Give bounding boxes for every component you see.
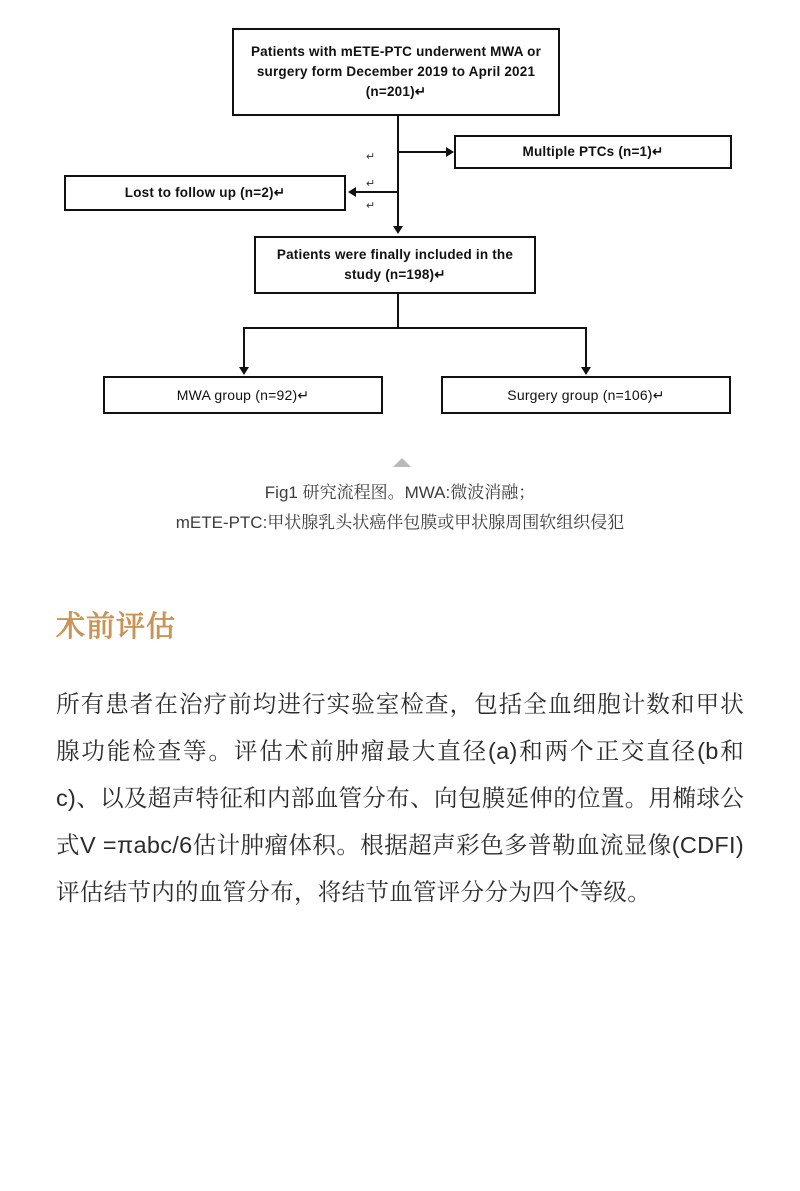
flow-node-included-label: Patients were finally included in the study (n=198)↵: [276, 246, 514, 282]
connector-split-bar: [243, 327, 587, 329]
arrowhead-to-surgery: [581, 367, 591, 375]
caret-up-icon[interactable]: [393, 458, 411, 467]
flow-node-mwa-group: [103, 376, 383, 414]
connector-split-stem: [397, 294, 399, 328]
flow-node-multiple-ptcs: [454, 135, 732, 169]
flow-node-multiple-label: Multiple PTCs (n=1)↵: [522, 143, 664, 159]
pilcrow-mark-1: ↵: [366, 151, 376, 163]
flow-node-top: [232, 28, 560, 116]
section-paragraph: 所有患者在治疗前均进行实验室检查，包括全血细胞计数和甲状腺功能检查等。评估术前肿瘤最大直径(a)和两个正交直径(b和c)、以及超声特征和内部血管分布、向包膜延伸的位置。用椭球公式V =πabc/6估计肿瘤体积。根据超声彩色多普勒血流显像(CDFI)评估结节内的血管分布，将结节血管评分分为四个等级。: [56, 690, 744, 905]
arrowhead-to-multiple: [446, 147, 454, 157]
flow-node-mwa-label: MWA group (n=92)↵: [176, 386, 310, 403]
connector-trunk-lower: [397, 191, 399, 228]
figure-caption-line-1: Fig1 研究流程图。MWA:微波消融；: [264, 483, 536, 502]
connector-to-lost: [356, 191, 398, 193]
connector-to-multiple: [397, 151, 446, 153]
flow-node-lost-follow-up: [64, 175, 346, 211]
arrowhead-to-lost: [348, 187, 356, 197]
flow-node-lost-label: Lost to follow up (n=2)↵: [124, 184, 286, 200]
figure-flowchart: [0, 0, 800, 450]
arrowhead-to-included: [393, 226, 403, 234]
arrowhead-to-mwa: [239, 367, 249, 375]
pilcrow-mark-2: ↵: [366, 178, 376, 190]
connector-split-right: [585, 327, 587, 369]
section-heading: 术前评估: [56, 610, 177, 643]
figure-caption-line-2: mETE-PTC:甲状腺乳头状癌伴包膜或甲状腺周围软组织侵犯: [175, 512, 625, 532]
flow-node-included: [254, 236, 536, 294]
figure-caption: [0, 478, 800, 538]
flow-node-top-label: Patients with mETE-PTC underwent MWA or surgery form December 2019 to April 2021 (n=201)↵: [250, 43, 542, 100]
connector-trunk-upper: [397, 116, 399, 152]
pilcrow-mark-3: ↵: [366, 200, 376, 212]
flow-node-surgery-label: Surgery group (n=106)↵: [507, 386, 665, 403]
connector-split-left: [243, 327, 245, 369]
connector-trunk-mid: [397, 151, 399, 192]
flow-node-surgery-group: [441, 376, 731, 414]
